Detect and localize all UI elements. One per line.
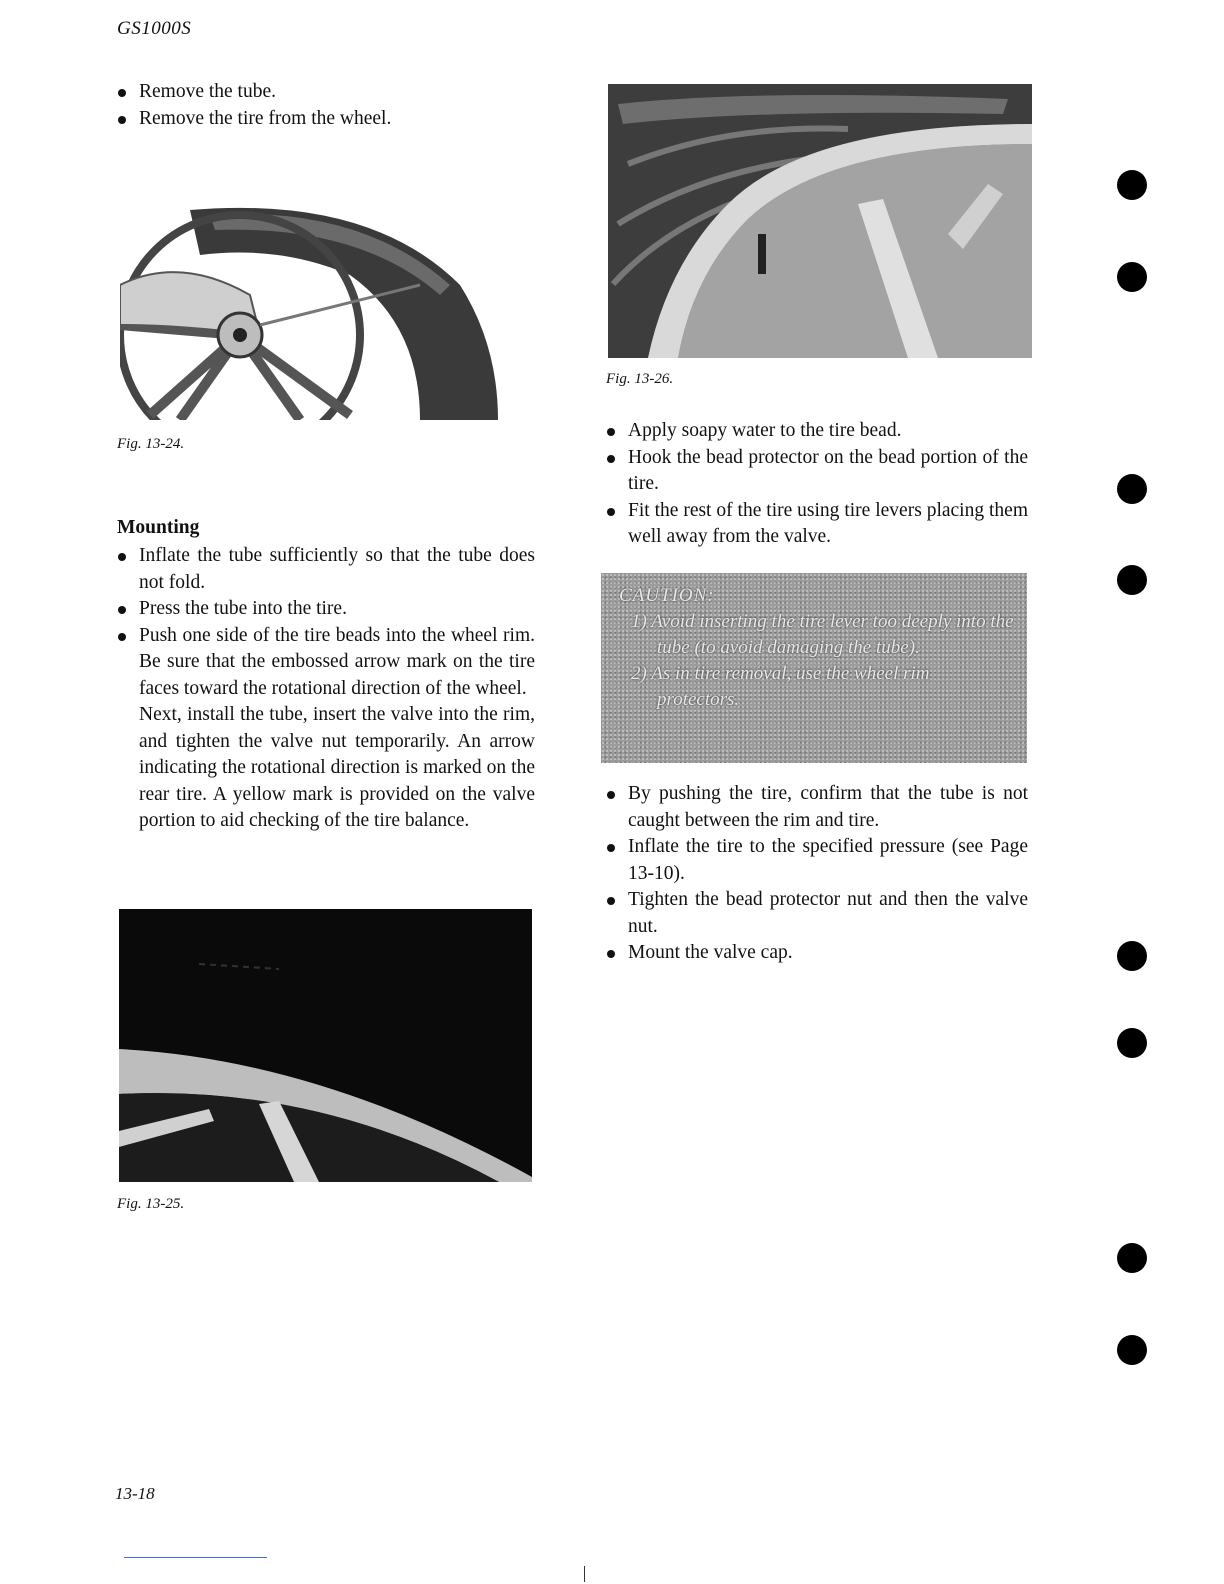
list-item: Remove the tire from the wheel. bbox=[117, 106, 537, 133]
list-item: Fit the rest of the tire using tire levers placing them well away from the valve. bbox=[606, 498, 1028, 551]
list-item: Inflate the tire to the specified pressure (see Page 13-10). bbox=[606, 834, 1028, 887]
list-item: Press the tube into the tire. bbox=[117, 596, 535, 623]
binder-hole-icon bbox=[1117, 565, 1147, 595]
list-item: Apply soapy water to the tire bead. bbox=[606, 418, 1028, 445]
binder-hole-icon bbox=[1117, 941, 1147, 971]
list-item: Hook the bead protector on the bead portion of the tire. bbox=[606, 445, 1028, 498]
binder-hole-icon bbox=[1117, 474, 1147, 504]
final-steps-list bbox=[606, 781, 1028, 967]
divider bbox=[124, 1557, 267, 1558]
mounting-steps-list bbox=[117, 543, 535, 835]
binder-hole-icon bbox=[1117, 262, 1147, 292]
list-item: Mount the valve cap. bbox=[606, 940, 1028, 967]
bead-steps-list bbox=[606, 418, 1028, 551]
caution-item: 2) As in tire removal, use the wheel rim protectors. bbox=[631, 663, 930, 710]
binder-hole-icon bbox=[1117, 1335, 1147, 1365]
list-item: Inflate the tube sufficiently so that the tube does not fold. bbox=[117, 543, 535, 596]
figure-13-25-photo bbox=[119, 909, 532, 1182]
list-item-text: Push one side of the tire beads into the wheel rim. Be sure that the embossed arrow mark on the tire faces toward the rotational direction of the wheel. bbox=[139, 624, 535, 699]
figure-13-26-photo bbox=[608, 84, 1032, 358]
mounting-note: Next, install the tube, insert the valve into the rim, and tighten the valve nut temporarily. An arrow indicating the rotational direction is marked on the rear tire. A yellow mark is provided on the valve portion to aid checking of the tire balance. bbox=[139, 704, 535, 831]
binder-hole-icon bbox=[1117, 1243, 1147, 1273]
page-header-title: GS1000S bbox=[117, 18, 192, 39]
figure-13-25-caption: Fig. 13-25. bbox=[117, 1196, 185, 1212]
binder-hole-icon bbox=[1117, 1028, 1147, 1058]
binder-hole-icon bbox=[1117, 170, 1147, 200]
mounting-heading: Mounting bbox=[117, 517, 200, 538]
caution-item: 1) Avoid inserting the tire lever too deeply into the tube (to avoid damaging the tube). bbox=[631, 611, 1014, 658]
list-item bbox=[117, 623, 535, 835]
list-item: By pushing the tire, confirm that the tube is not caught between the rim and tire. bbox=[606, 781, 1028, 834]
caution-title: CAUTION: bbox=[619, 585, 715, 606]
page-number: 13-18 bbox=[115, 1484, 155, 1503]
caution-box bbox=[601, 573, 1027, 763]
figure-13-24-photo bbox=[120, 175, 498, 420]
figure-13-26-caption: Fig. 13-26. bbox=[606, 371, 674, 387]
divider bbox=[584, 1566, 585, 1582]
figure-13-24-caption: Fig. 13-24. bbox=[117, 436, 185, 452]
list-item: Remove the tube. bbox=[117, 79, 537, 106]
removal-steps-list bbox=[117, 79, 537, 132]
list-item: Tighten the bead protector nut and then the valve nut. bbox=[606, 887, 1028, 940]
